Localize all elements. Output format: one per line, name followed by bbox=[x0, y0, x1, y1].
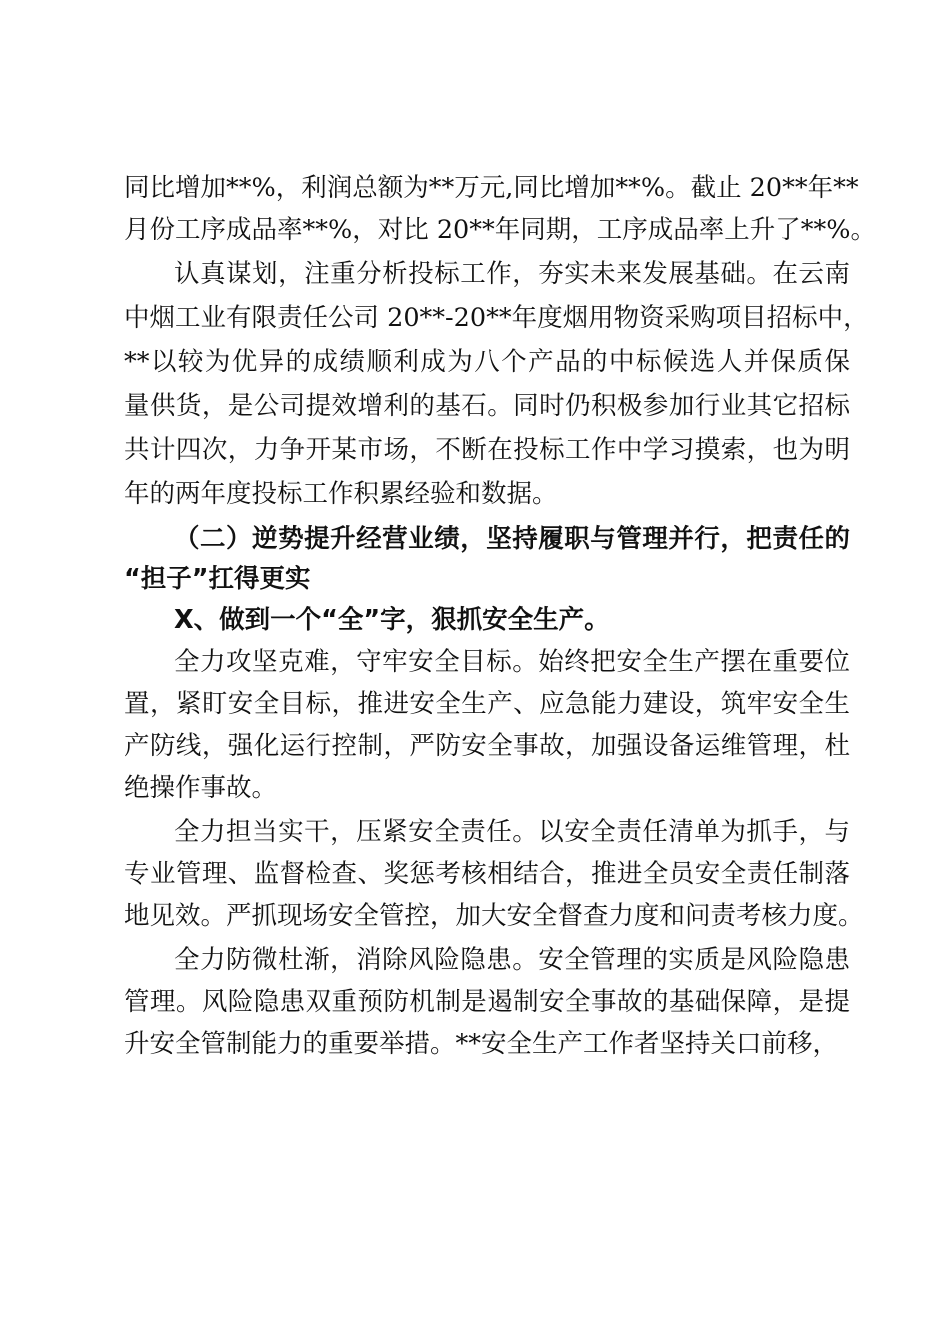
paragraph-line: 产防线，强化运行控制，严防安全事故，加强设备运维管理，杜 bbox=[124, 731, 850, 761]
paragraph-line: 认真谋划，注重分析投标工作，夯实未来发展基础。在云南 bbox=[174, 259, 850, 289]
paragraph-line: 月份工序成品率**%，对比 20**年同期，工序成品率上升了**%。 bbox=[124, 215, 877, 245]
paragraph-line: **以较为优异的成绩顺利成为八个产品的中标候选人并保质保 bbox=[124, 347, 850, 377]
paragraph-line: 升安全管制能力的重要举措。**安全生产工作者坚持关口前移， bbox=[124, 1029, 839, 1059]
paragraph-line: 全力攻坚克难，守牢安全目标。始终把安全生产摆在重要位 bbox=[174, 647, 850, 677]
paragraph-line: 共计四次，力争开某市场，不断在投标工作中学习摸索，也为明 bbox=[124, 435, 850, 465]
paragraph-line: 量供货，是公司提效增利的基石。同时仍积极参加行业其它招标 bbox=[124, 391, 850, 421]
paragraph-line: 绝操作事故。 bbox=[124, 773, 278, 803]
paragraph-line: 年的两年度投标工作积累经验和数据。 bbox=[124, 479, 558, 509]
heading-line: （二）逆势提升经营业绩，坚持履职与管理并行，把责任的 bbox=[174, 524, 850, 554]
paragraph-line: 全力担当实干，压紧安全责任。以安全责任清单为抓手，与 bbox=[174, 817, 850, 847]
paragraph-line: 中烟工业有限责任公司 20**-20**年度烟用物资采购项目招标中， bbox=[124, 303, 869, 333]
paragraph-line: 专业管理、监督检查、奖惩考核相结合，推进全员安全责任制落 bbox=[124, 859, 850, 889]
paragraph-line: 全力防微杜渐，消除风险隐患。安全管理的实质是风险隐患 bbox=[174, 945, 850, 975]
paragraph-line: 同比增加**%，利润总额为**万元,同比增加**%。截止 20**年** bbox=[124, 173, 859, 203]
subheading: X、做到一个“全”字，狠抓安全生产。 bbox=[174, 605, 610, 635]
paragraph-line: 置，紧盯安全目标，推进安全生产、应急能力建设，筑牢安全生 bbox=[124, 689, 850, 719]
paragraph-line: 地见效。严抓现场安全管控，加大安全督查力度和问责考核力度。 bbox=[124, 901, 864, 931]
paragraph-line: 管理。风险隐患双重预防机制是遏制安全事故的基础保障，是提 bbox=[124, 987, 850, 1017]
heading-line: “担子”扛得更实 bbox=[124, 564, 311, 594]
